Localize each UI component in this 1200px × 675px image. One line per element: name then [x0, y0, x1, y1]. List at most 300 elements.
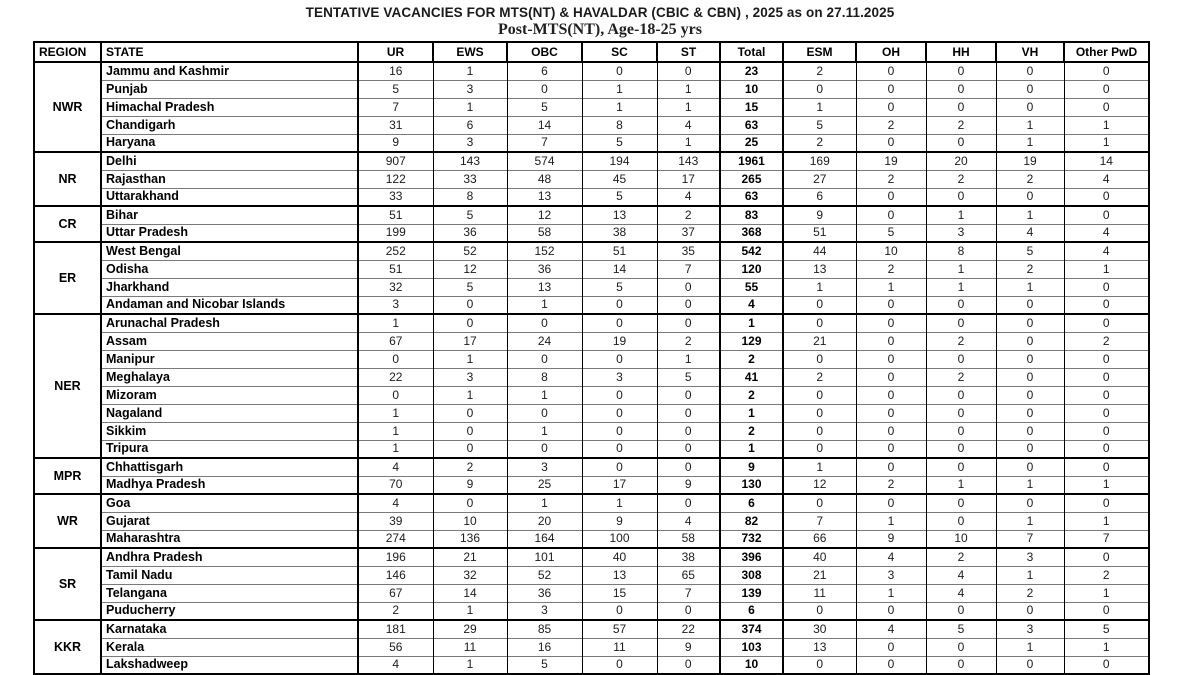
value-cell: 0: [783, 602, 856, 620]
state-cell: Uttar Pradesh: [101, 224, 358, 242]
value-cell: 1: [783, 278, 856, 296]
value-cell: 169: [783, 152, 856, 170]
total-cell: 83: [720, 206, 783, 224]
value-cell: 4: [996, 224, 1064, 242]
value-cell: 21: [783, 332, 856, 350]
value-cell: 0: [582, 62, 657, 80]
value-cell: 9: [657, 638, 720, 656]
header-cell: STATE: [101, 42, 358, 62]
value-cell: 574: [507, 152, 582, 170]
value-cell: 2: [996, 260, 1064, 278]
value-cell: 1: [1064, 260, 1149, 278]
value-cell: 0: [582, 440, 657, 458]
table-row: [34, 656, 1149, 674]
value-cell: 36: [433, 224, 507, 242]
value-cell: 17: [582, 476, 657, 494]
value-cell: 7: [657, 260, 720, 278]
value-cell: 2: [926, 170, 996, 188]
value-cell: 0: [996, 314, 1064, 332]
value-cell: 1: [1064, 476, 1149, 494]
value-cell: 17: [433, 332, 507, 350]
value-cell: 8: [926, 242, 996, 260]
total-cell: 63: [720, 188, 783, 206]
state-cell: Tamil Nadu: [101, 566, 358, 584]
table-row: [34, 602, 1149, 620]
value-cell: 5: [358, 80, 433, 98]
region-cell: NWR: [34, 62, 101, 152]
total-cell: 1: [720, 404, 783, 422]
value-cell: 1: [996, 206, 1064, 224]
value-cell: 1: [582, 98, 657, 116]
value-cell: 5: [582, 134, 657, 152]
value-cell: 0: [1064, 440, 1149, 458]
value-cell: 38: [657, 548, 720, 566]
value-cell: 21: [783, 566, 856, 584]
value-cell: 0: [783, 404, 856, 422]
value-cell: 1: [582, 494, 657, 512]
value-cell: 30: [783, 620, 856, 638]
total-cell: 1961: [720, 152, 783, 170]
value-cell: 0: [856, 422, 926, 440]
value-cell: 38: [582, 224, 657, 242]
value-cell: 3: [358, 296, 433, 314]
value-cell: 252: [358, 242, 433, 260]
value-cell: 0: [433, 440, 507, 458]
value-cell: 2: [926, 368, 996, 386]
value-cell: 11: [783, 584, 856, 602]
table-row: [34, 242, 1149, 260]
value-cell: 7: [507, 134, 582, 152]
value-cell: 1: [783, 98, 856, 116]
value-cell: 5: [433, 278, 507, 296]
value-cell: 1: [433, 386, 507, 404]
total-cell: 1: [720, 314, 783, 332]
value-cell: 40: [582, 548, 657, 566]
total-cell: 308: [720, 566, 783, 584]
value-cell: 122: [358, 170, 433, 188]
value-cell: 9: [856, 530, 926, 548]
value-cell: 13: [783, 638, 856, 656]
value-cell: 0: [783, 350, 856, 368]
value-cell: 1: [358, 440, 433, 458]
table-row: [34, 314, 1149, 332]
value-cell: 0: [926, 656, 996, 674]
value-cell: 0: [1064, 656, 1149, 674]
table-row: [34, 98, 1149, 116]
value-cell: 0: [433, 494, 507, 512]
total-cell: 15: [720, 98, 783, 116]
value-cell: 0: [926, 602, 996, 620]
value-cell: 0: [926, 188, 996, 206]
value-cell: 0: [1064, 62, 1149, 80]
value-cell: 0: [996, 440, 1064, 458]
value-cell: 19: [996, 152, 1064, 170]
value-cell: 194: [582, 152, 657, 170]
state-cell: Arunachal Pradesh: [101, 314, 358, 332]
state-cell: Maharashtra: [101, 530, 358, 548]
value-cell: 0: [657, 62, 720, 80]
region-cell: ER: [34, 242, 101, 314]
value-cell: 0: [783, 494, 856, 512]
header-cell: ESM: [783, 42, 856, 62]
value-cell: 0: [996, 368, 1064, 386]
value-cell: 5: [783, 116, 856, 134]
value-cell: 3: [856, 566, 926, 584]
total-cell: 265: [720, 170, 783, 188]
value-cell: 1: [657, 134, 720, 152]
value-cell: 143: [657, 152, 720, 170]
value-cell: 0: [1064, 368, 1149, 386]
value-cell: 1: [507, 494, 582, 512]
header-cell: OBC: [507, 42, 582, 62]
value-cell: 22: [358, 368, 433, 386]
total-cell: 41: [720, 368, 783, 386]
value-cell: 4: [856, 548, 926, 566]
value-cell: 0: [1064, 278, 1149, 296]
value-cell: 19: [856, 152, 926, 170]
value-cell: 48: [507, 170, 582, 188]
value-cell: 0: [926, 422, 996, 440]
value-cell: 6: [507, 62, 582, 80]
value-cell: 0: [856, 404, 926, 422]
value-cell: 44: [783, 242, 856, 260]
value-cell: 0: [657, 404, 720, 422]
value-cell: 27: [783, 170, 856, 188]
state-cell: Kerala: [101, 638, 358, 656]
value-cell: 2: [657, 206, 720, 224]
value-cell: 0: [1064, 314, 1149, 332]
value-cell: 0: [926, 350, 996, 368]
state-cell: Jammu and Kashmir: [101, 62, 358, 80]
value-cell: 0: [996, 62, 1064, 80]
value-cell: 0: [582, 350, 657, 368]
table-row: [34, 116, 1149, 134]
value-cell: 0: [856, 188, 926, 206]
value-cell: 7: [1064, 530, 1149, 548]
value-cell: 57: [582, 620, 657, 638]
value-cell: 0: [926, 404, 996, 422]
value-cell: 0: [1064, 98, 1149, 116]
value-cell: 1: [996, 278, 1064, 296]
header-cell: REGION: [34, 42, 101, 62]
value-cell: 12: [433, 260, 507, 278]
total-cell: 10: [720, 80, 783, 98]
value-cell: 1: [996, 134, 1064, 152]
value-cell: 16: [507, 638, 582, 656]
total-cell: 130: [720, 476, 783, 494]
value-cell: 39: [358, 512, 433, 530]
value-cell: 0: [582, 314, 657, 332]
value-cell: 2: [1064, 332, 1149, 350]
value-cell: 33: [433, 170, 507, 188]
value-cell: 0: [926, 314, 996, 332]
region-cell: WR: [34, 494, 101, 548]
value-cell: 22: [657, 620, 720, 638]
value-cell: 0: [582, 296, 657, 314]
state-cell: Chhattisgarh: [101, 458, 358, 476]
value-cell: 9: [433, 476, 507, 494]
value-cell: 1: [582, 80, 657, 98]
header-cell: OH: [856, 42, 926, 62]
value-cell: 1: [926, 278, 996, 296]
total-cell: 103: [720, 638, 783, 656]
value-cell: 5: [657, 368, 720, 386]
value-cell: 4: [926, 566, 996, 584]
header-cell: HH: [926, 42, 996, 62]
value-cell: 0: [996, 602, 1064, 620]
value-cell: 5: [507, 656, 582, 674]
value-cell: 52: [433, 242, 507, 260]
value-cell: 0: [507, 440, 582, 458]
value-cell: 2: [783, 62, 856, 80]
value-cell: 1: [926, 476, 996, 494]
value-cell: 0: [1064, 458, 1149, 476]
total-cell: 10: [720, 656, 783, 674]
value-cell: 5: [582, 188, 657, 206]
value-cell: 2: [783, 368, 856, 386]
value-cell: 0: [926, 62, 996, 80]
region-cell: CR: [34, 206, 101, 242]
value-cell: 0: [996, 494, 1064, 512]
value-cell: 0: [507, 80, 582, 98]
value-cell: 0: [783, 314, 856, 332]
table-row: [34, 62, 1149, 80]
value-cell: 0: [856, 656, 926, 674]
value-cell: 14: [1064, 152, 1149, 170]
value-cell: 0: [856, 440, 926, 458]
value-cell: 4: [1064, 170, 1149, 188]
state-cell: Tripura: [101, 440, 358, 458]
value-cell: 0: [926, 98, 996, 116]
total-cell: 2: [720, 350, 783, 368]
value-cell: 1: [856, 278, 926, 296]
state-cell: Uttarakhand: [101, 188, 358, 206]
value-cell: 14: [507, 116, 582, 134]
value-cell: 52: [507, 566, 582, 584]
value-cell: 32: [433, 566, 507, 584]
table-row: [34, 584, 1149, 602]
value-cell: 67: [358, 584, 433, 602]
value-cell: 10: [926, 530, 996, 548]
vacancy-table: [33, 41, 1150, 675]
value-cell: 37: [657, 224, 720, 242]
value-cell: 4: [1064, 242, 1149, 260]
value-cell: 0: [926, 638, 996, 656]
value-cell: 2: [358, 602, 433, 620]
value-cell: 5: [856, 224, 926, 242]
table-row: [34, 422, 1149, 440]
value-cell: 0: [856, 62, 926, 80]
value-cell: 0: [657, 296, 720, 314]
state-cell: Madhya Pradesh: [101, 476, 358, 494]
value-cell: 66: [783, 530, 856, 548]
value-cell: 8: [507, 368, 582, 386]
value-cell: 51: [783, 224, 856, 242]
value-cell: 0: [856, 332, 926, 350]
value-cell: 35: [657, 242, 720, 260]
value-cell: 0: [358, 350, 433, 368]
value-cell: 1: [657, 350, 720, 368]
value-cell: 0: [1064, 206, 1149, 224]
value-cell: 0: [582, 404, 657, 422]
value-cell: 0: [856, 458, 926, 476]
region-cell: MPR: [34, 458, 101, 494]
value-cell: 85: [507, 620, 582, 638]
value-cell: 1: [856, 584, 926, 602]
total-cell: 374: [720, 620, 783, 638]
value-cell: 1: [433, 656, 507, 674]
value-cell: 40: [783, 548, 856, 566]
value-cell: 0: [1064, 422, 1149, 440]
value-cell: 0: [783, 296, 856, 314]
value-cell: 11: [582, 638, 657, 656]
value-cell: 32: [358, 278, 433, 296]
value-cell: 0: [996, 296, 1064, 314]
total-cell: 396: [720, 548, 783, 566]
table-row: [34, 134, 1149, 152]
total-cell: 139: [720, 584, 783, 602]
state-cell: Puducherry: [101, 602, 358, 620]
table-row: [34, 548, 1149, 566]
value-cell: 0: [1064, 548, 1149, 566]
value-cell: 2: [856, 170, 926, 188]
state-cell: Telangana: [101, 584, 358, 602]
value-cell: 3: [926, 224, 996, 242]
value-cell: 13: [507, 188, 582, 206]
table-row: [34, 206, 1149, 224]
value-cell: 5: [582, 278, 657, 296]
state-cell: Andaman and Nicobar Islands: [101, 296, 358, 314]
value-cell: 4: [358, 494, 433, 512]
header-cell: ST: [657, 42, 720, 62]
value-cell: 1: [657, 98, 720, 116]
value-cell: 45: [582, 170, 657, 188]
value-cell: 0: [1064, 494, 1149, 512]
value-cell: 143: [433, 152, 507, 170]
value-cell: 0: [507, 350, 582, 368]
header-cell: Total: [720, 42, 783, 62]
value-cell: 0: [1064, 386, 1149, 404]
value-cell: 0: [1064, 188, 1149, 206]
value-cell: 1: [1064, 584, 1149, 602]
value-cell: 8: [433, 188, 507, 206]
table-row: [34, 224, 1149, 242]
value-cell: 9: [783, 206, 856, 224]
value-cell: 152: [507, 242, 582, 260]
total-cell: 368: [720, 224, 783, 242]
value-cell: 15: [582, 584, 657, 602]
value-cell: 3: [582, 368, 657, 386]
table-row: [34, 458, 1149, 476]
value-cell: 0: [926, 458, 996, 476]
state-cell: Lakshadweep: [101, 656, 358, 674]
header-cell: VH: [996, 42, 1064, 62]
table-row: [34, 170, 1149, 188]
total-cell: 2: [720, 386, 783, 404]
value-cell: 13: [582, 566, 657, 584]
value-cell: 0: [996, 188, 1064, 206]
value-cell: 101: [507, 548, 582, 566]
value-cell: 0: [1064, 602, 1149, 620]
value-cell: 1: [433, 62, 507, 80]
value-cell: 19: [582, 332, 657, 350]
value-cell: 0: [856, 368, 926, 386]
table-row: [34, 350, 1149, 368]
value-cell: 0: [507, 404, 582, 422]
table-body: [34, 62, 1149, 675]
value-cell: 3: [996, 548, 1064, 566]
value-cell: 5: [433, 206, 507, 224]
table-row: [34, 278, 1149, 296]
value-cell: 4: [657, 188, 720, 206]
value-cell: 1: [433, 602, 507, 620]
table-row: [34, 80, 1149, 98]
total-cell: 1: [720, 440, 783, 458]
value-cell: 3: [433, 134, 507, 152]
document-subtitle: Post-MTS(NT), Age-18-25 yrs: [498, 21, 702, 38]
value-cell: 2: [996, 170, 1064, 188]
value-cell: 0: [996, 350, 1064, 368]
value-cell: 0: [926, 134, 996, 152]
value-cell: 0: [996, 458, 1064, 476]
value-cell: 6: [433, 116, 507, 134]
table-row: [34, 296, 1149, 314]
value-cell: 12: [783, 476, 856, 494]
value-cell: 0: [433, 404, 507, 422]
value-cell: 2: [1064, 566, 1149, 584]
value-cell: 70: [358, 476, 433, 494]
table-row: [34, 494, 1149, 512]
value-cell: 0: [507, 314, 582, 332]
value-cell: 13: [783, 260, 856, 278]
total-cell: 129: [720, 332, 783, 350]
value-cell: 0: [926, 80, 996, 98]
value-cell: 1: [856, 512, 926, 530]
value-cell: 0: [926, 296, 996, 314]
total-cell: 2: [720, 422, 783, 440]
value-cell: 4: [926, 584, 996, 602]
value-cell: 21: [433, 548, 507, 566]
value-cell: 4: [657, 512, 720, 530]
value-cell: 58: [507, 224, 582, 242]
value-cell: 0: [856, 386, 926, 404]
state-cell: Gujarat: [101, 512, 358, 530]
value-cell: 2: [926, 332, 996, 350]
value-cell: 36: [507, 584, 582, 602]
state-cell: West Bengal: [101, 242, 358, 260]
state-cell: Andhra Pradesh: [101, 548, 358, 566]
value-cell: 0: [783, 656, 856, 674]
value-cell: 1: [996, 512, 1064, 530]
value-cell: 51: [582, 242, 657, 260]
total-cell: 25: [720, 134, 783, 152]
value-cell: 146: [358, 566, 433, 584]
value-cell: 0: [1064, 296, 1149, 314]
table-row: [34, 530, 1149, 548]
value-cell: 0: [856, 314, 926, 332]
state-cell: Rajasthan: [101, 170, 358, 188]
value-cell: 0: [657, 278, 720, 296]
value-cell: 0: [582, 386, 657, 404]
value-cell: 0: [996, 404, 1064, 422]
value-cell: 67: [358, 332, 433, 350]
value-cell: 0: [582, 458, 657, 476]
value-cell: 1: [358, 314, 433, 332]
value-cell: 14: [433, 584, 507, 602]
table-row: [34, 152, 1149, 170]
value-cell: 0: [358, 386, 433, 404]
value-cell: 0: [657, 656, 720, 674]
